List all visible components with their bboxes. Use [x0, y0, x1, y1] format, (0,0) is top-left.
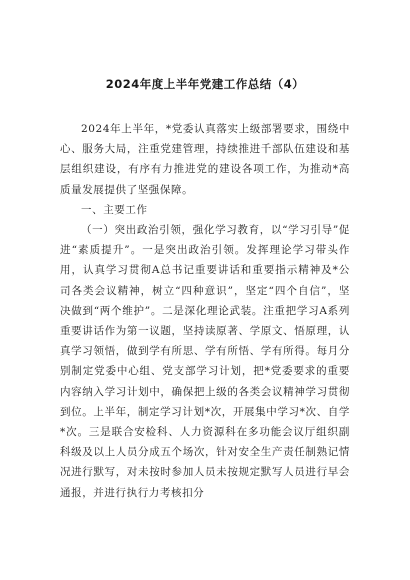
body-paragraph: （一）突出政治引领，强化学习教育，以“学习引导”促进“素质提升”。一是突出政治引领。发挥理论学习带头作用，认真学习贯彻A总书记重要讲话和重要指示精神及*公司各类会议精神，树立“四种意识”，坚定“四个自信”，坚决做到“两个维护”。二是深化理论武装。注重把学习A系列重要讲话作为第一议题，坚持读原著、学原文、悟原理，认真学习领悟，做到学有所思、学有所悟、学有所得。每月分别制定党委中心组、党支部学习计划，把*党委要求的重要内容纳入学习计划中，确保把上级的各类会议精神学习贯彻到位。上半年，制定学习计划*次，开展集中学习*次、自学*次。三是联合安检科、人力资源科在多功能会议厅组织副科级及以上人员分成五个场次，针对安全生产责任制熟记情况进行默写，对未按时参加人员未按规定默写人员进行早会通报，并进行执行力考核扣分 [60, 224, 350, 499]
document-body [60, 119, 350, 503]
document-title: 2024年度上半年党建工作总结（4） [105, 77, 305, 91]
intro-paragraph: 2024年上半年，*党委认真落实上级部署要求，围绕中心、服务大局，注重党建管理，持续推进千部队伍建设和基层组织建设，有序有力推进党的建设各项工作，为推动*高质量发展提供了坚强保障。 [60, 123, 350, 196]
section-heading: 一、主要工作 [81, 203, 148, 216]
